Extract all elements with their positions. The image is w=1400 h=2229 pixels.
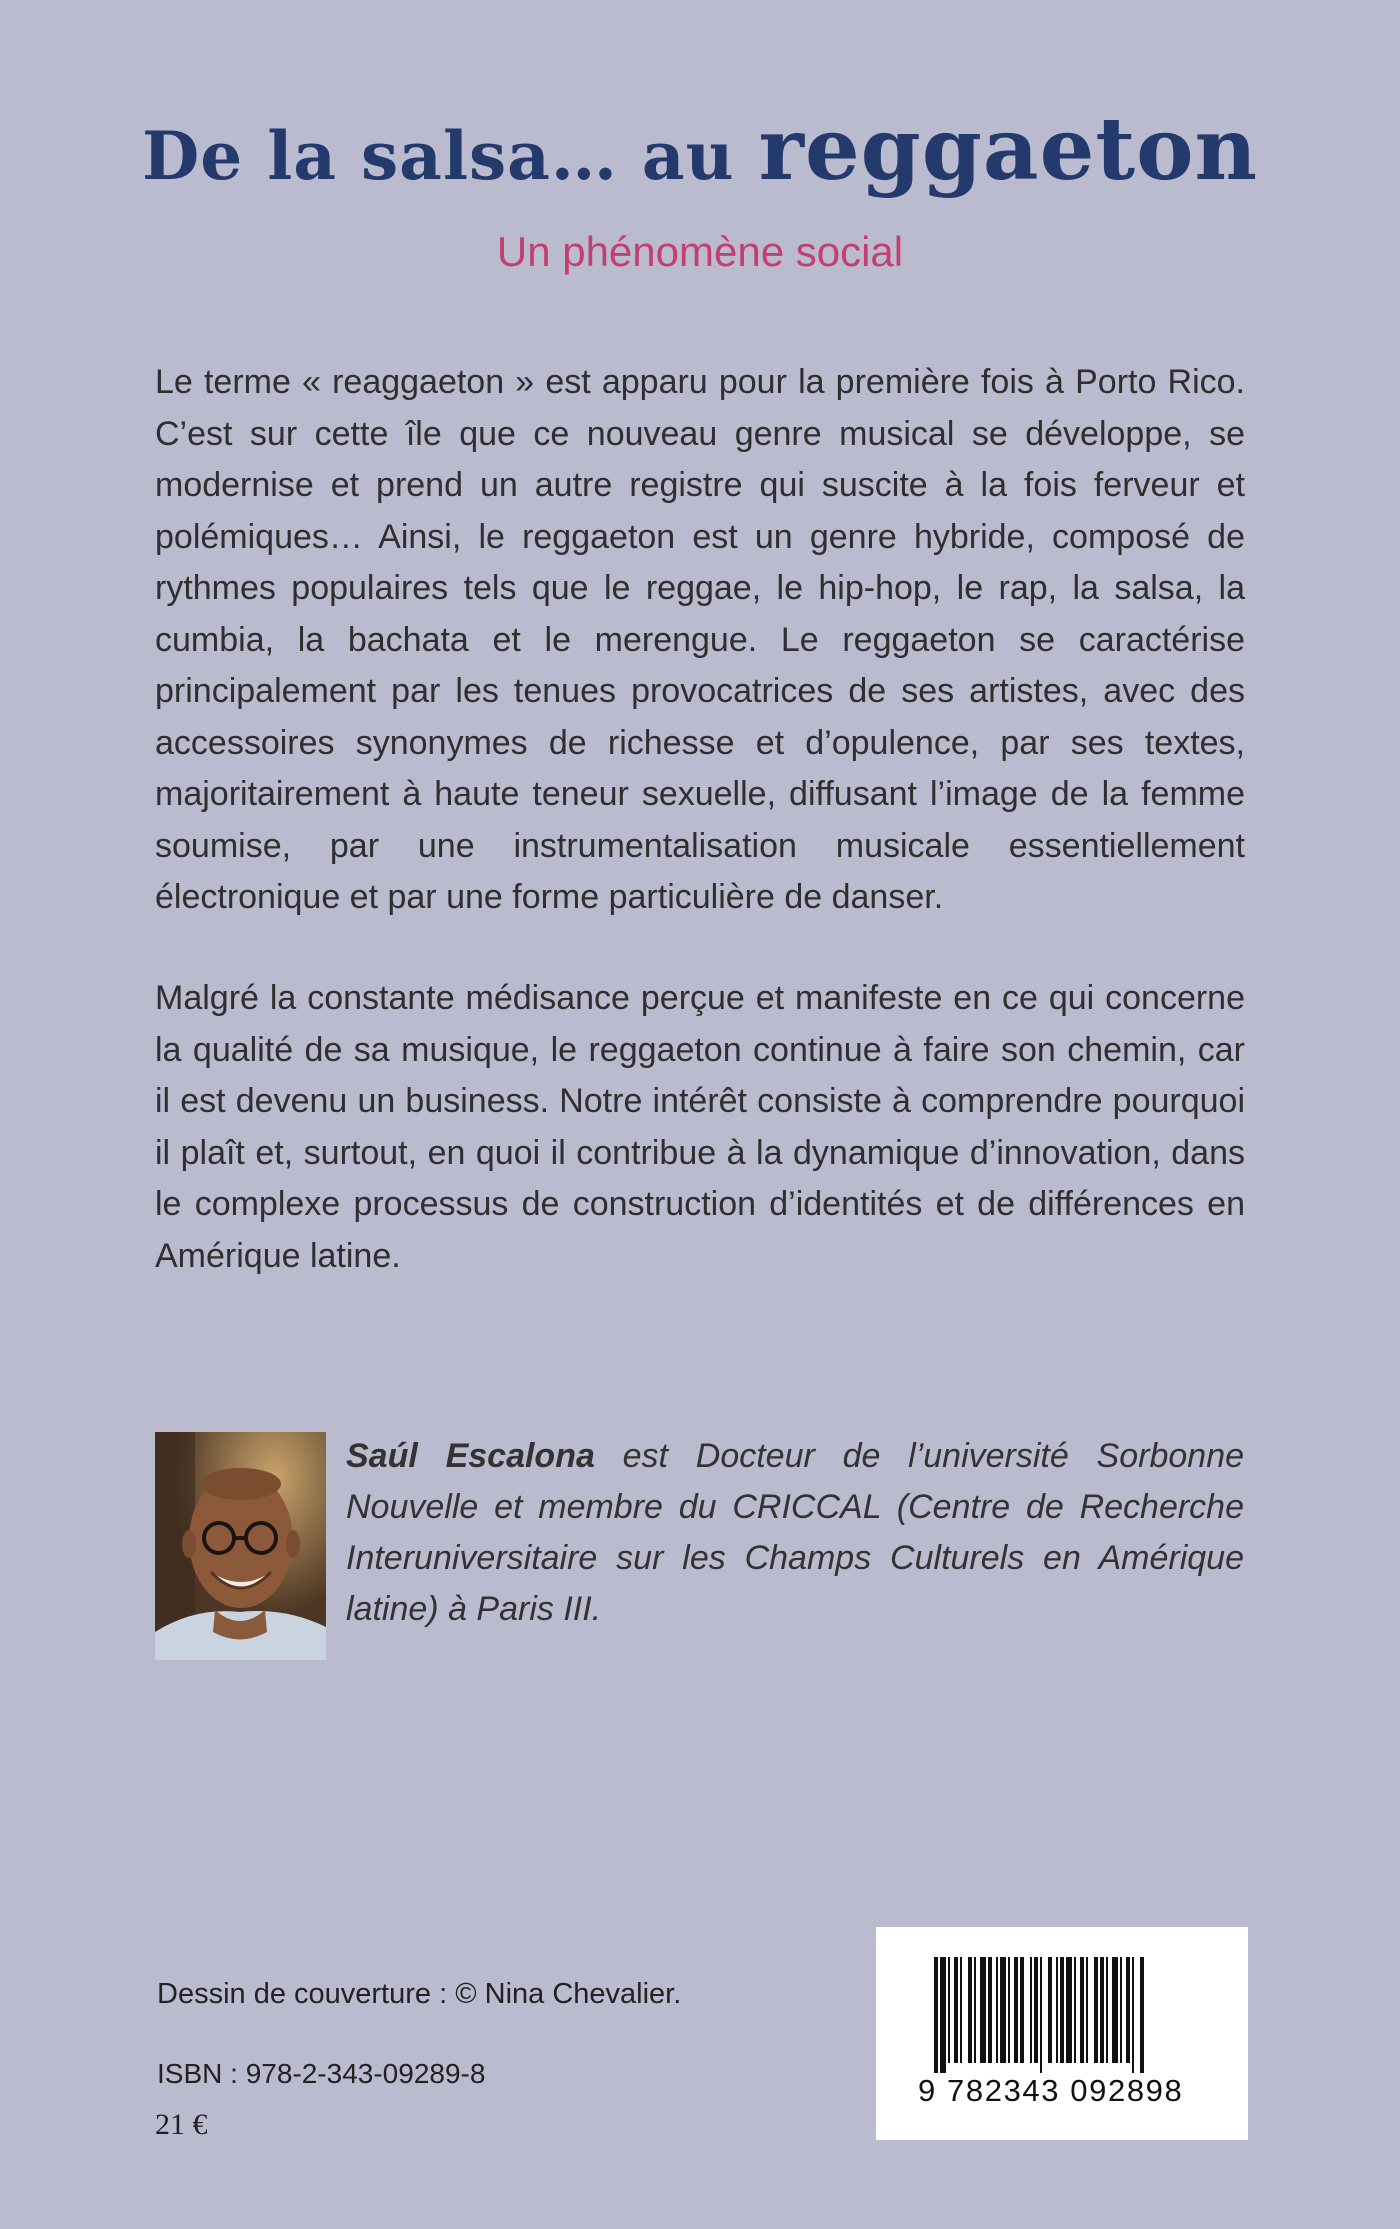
summary-paragraph-1: Le terme « reaggaeton » est apparu pour la première fois à Porto Rico. C’est sur cette île que ce nouveau genre musical se développe, se modernise et prend un autre registre qui suscite à la fois ferveur et polémiques… Ainsi, le reggaeton est un genre hybride, composé de rythmes populaires tels que le reggae, le hip-hop, le rap, la salsa, la cumbia, la bachata et le merengue. Le reggaeton se caractérise principalement par les tenues provocatrices de ses artistes, avec des accessoires synonymes de richesse et d’opulence, par ses textes, majoritairement à haute teneur sexuelle, diffusant l’image de la femme soumise, par une instrumentalisation musicale essentiellement électronique et par une forme particulière de danser.: [155, 363, 1245, 916]
title-part-2: reggaeton: [758, 99, 1258, 200]
author-bio: [346, 1431, 1244, 1635]
author-photo: [155, 1432, 326, 1660]
barcode-digits: 9 782343 092898: [918, 2073, 1184, 2108]
book-subtitle: Un phénomène social: [496, 228, 904, 275]
barcode-bars: [934, 1957, 1194, 2073]
price: 21 €: [155, 2108, 208, 2141]
isbn: ISBN : 978-2-343-09289-8: [157, 2058, 486, 2089]
summary-paragraph-2: Malgré la constante médisance perçue et manifeste en ce qui concerne la qualité de sa musique, le reggaeton continue à faire son chemin, car il est devenu un business. Notre intérêt consiste à comprendre pourquoi il plaît et, surtout, en quoi il contribue à la dynamique d’innovation, dans le complexe processus de construction d’identités et de différences en Amérique latine.: [155, 979, 1245, 1275]
author-bio-text: est Docteur de l’université Sorbonne Nouvelle et membre du CRICCAL (Centre de Recherche Interuniversitaire sur les Champs Culturels en Amérique latine) à Paris III.: [346, 1437, 1245, 1628]
author-name: Saúl Escalona: [346, 1437, 595, 1475]
cover-credit: Dessin de couverture : © Nina Chevalier.: [157, 1978, 682, 2010]
title-part-1: De la salsa… au: [142, 117, 759, 195]
book-title: [0, 99, 1400, 200]
barcode: [876, 1927, 1248, 2140]
